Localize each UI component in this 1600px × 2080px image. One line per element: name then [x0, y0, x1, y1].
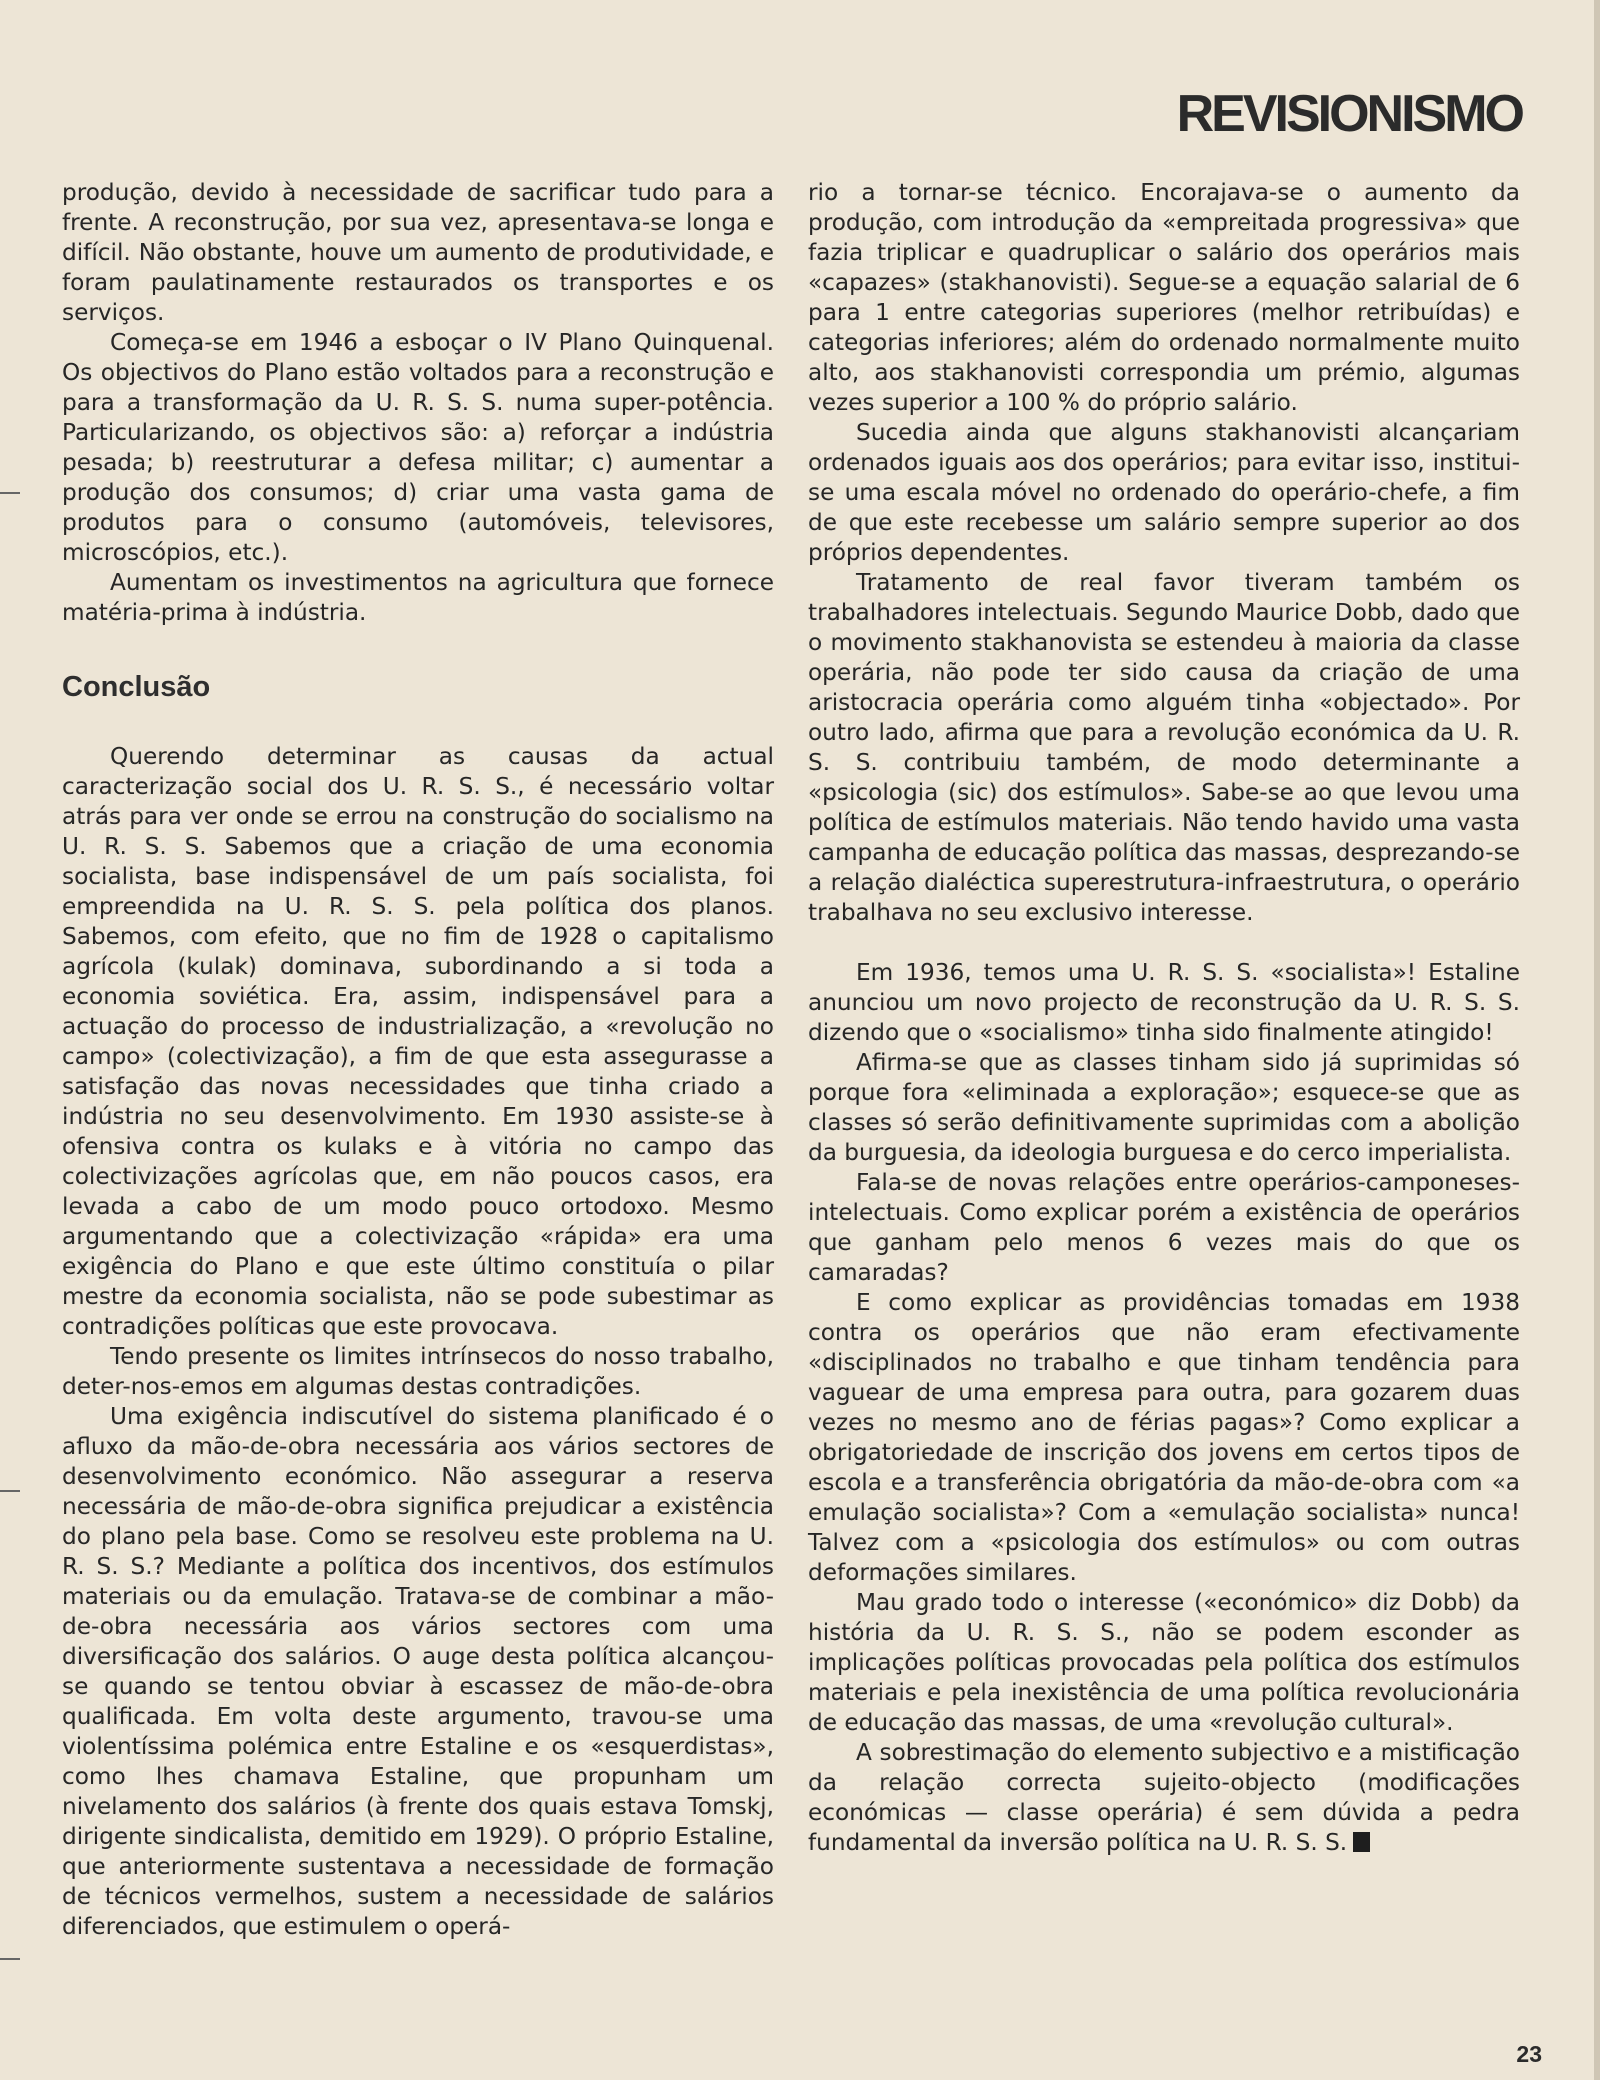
left-column [62, 178, 774, 1942]
page-edge [1594, 0, 1600, 2080]
paragraph: Mau grado todo o interesse («económico» diz Dobb) da história da U. R. S. S., não se podem esconder as implicações políticas provocadas pela política dos estímulos materiais e pela inexistência de uma política revolucionária de educação das massas, de uma «revolução cultural». [808, 1589, 1520, 1736]
paragraph: Querendo determinar as causas da actual caracterização social dos U. R. S. S., é necessário voltar atrás para ver onde se errou na construção do socialismo na U. R. S. S. Sabemos que a criação de uma economia socialista, base indispensável de um país socialista, foi empreendida na U. R. S. S. pela política dos planos. Sabemos, com efeito, que no fim de 1928 o capitalismo agrícola (kulak) dominava, subordinando a si toda a economia soviética. Era, assim, indispensável para a actuação do processo de industrialização, a «revolução no campo» (colectivização), a fim de que esta assegurasse a satisfação das novas necessidades que tinha criado a indústria no seu desenvolvimento. Em 1930 assiste-se à ofensiva contra os kulaks e à vitória no campo das colectivizações agrícolas que, em não poucos casos, era levada a cabo de um modo pouco ortodoxo. Mesmo argumentando que a colectivização «rápida» era uma exigência do Plano e que este último constituía o pilar mestre da economia socialista, não se pode subestimar as contradições políticas que este provocava. [62, 743, 774, 1340]
paragraph: E como explicar as providências tomadas em 1938 contra os operários que não eram efectivamente «disciplinados no trabalho e que tinham tendência para vaguear de uma empresa para outra, para gozarem duas vezes no mesmo ano de férias pagas»? Como explicar a obrigatoriedade de inscrição dos jovens em certos tipos de escola e a transferência obrigatória da mão-de-obra com «a emulação socialista»? Com a «emulação socialista» nunca! Talvez com a «psicologia dos estímulos» ou com outras deformações similares. [808, 1289, 1520, 1586]
paragraph: Em 1936, temos uma U. R. S. S. «socialista»! Estaline anunciou um novo projecto de reconstrução da U. R. S. S. dizendo que o «socialismo» tinha sido finalmente atingido! [808, 959, 1520, 1046]
section-header: REVISIONISMO [1176, 85, 1522, 143]
paragraph: rio a tornar-se técnico. Encorajava-se o aumento da produção, com introdução da «empreitada progressiva» que fazia triplicar e quadruplicar o salário dos operários mais «capazes» (stakhanovisti). Segue-se a equação salarial de 6 para 1 entre categorias superiores (melhor retribuídas) e categorias inferiores; além do ordenado normalmente muito alto, aos stakhanovisti correspondia um prémio, algumas vezes superior a 100 % do próprio salário. [808, 179, 1520, 416]
paragraph: Começa-se em 1946 a esboçar o IV Plano Quinquenal. Os objectivos do Plano estão voltados para a reconstrução e para a transformação da U. R. S. S. numa super-potência. Particularizando, os objectivos são: a) reforçar a indústria pesada; b) reestruturar a defesa militar; c) aumentar a produção dos consumos; d) criar uma vasta gama de produtos para o consumo (automóveis, televisores, microscópios, etc.). [62, 329, 774, 566]
end-of-article-mark [1353, 1832, 1370, 1852]
paragraph: Tendo presente os limites intrínsecos do nosso trabalho, deter-nos-emos em algumas destas contradições. [62, 1343, 774, 1400]
margin-mark [0, 492, 20, 494]
paragraph: Tratamento de real favor tiveram também os trabalhadores intelectuais. Segundo Maurice Dobb, dado que o movimento stakhanovista se estendeu à maioria da classe operária, não pode ter sido causa da criação de uma aristocracia operária como alguém tinha «objectado». Por outro lado, afirma que para a revolução económica da U. R. S. S. contribuiu também, de modo determinante a «psicologia (sic) dos estímulos». Sabe-se ao que levou uma política de estímulos materiais. Não tendo havido uma vasta campanha de educação política das massas, desprezando-se a relação dialéctica superestrutura-infraestrutura, o operário trabalhava no seu exclusivo interesse. [808, 569, 1520, 926]
paragraph: Aumentam os investimentos na agricultura que fornece matéria-prima à indústria. [62, 569, 774, 626]
margin-mark [0, 1958, 20, 1960]
right-column [808, 178, 1520, 1858]
paragraph-text: A sobrestimação do elemento subjectivo e a mistificação da relação correcta sujeito-objecto (modificações económicas — classe operária) é sem dúvida a pedra fundamental da inversão política na U. R. S. S. [808, 1739, 1520, 1856]
subsection-heading: Conclusão [62, 671, 211, 703]
paragraph-final [808, 1738, 1520, 1858]
margin-mark [0, 1490, 20, 1492]
paragraph: Sucedia ainda que alguns stakhanovisti alcançariam ordenados iguais aos dos operários; para evitar isso, institui-se uma escala móvel no ordenado do operário-chefe, a fim de que este recebesse um salário sempre superior ao dos próprios dependentes. [808, 419, 1520, 566]
page-number: 23 [1516, 2041, 1542, 2067]
paragraph: produção, devido à necessidade de sacrificar tudo para a frente. A reconstrução, por sua vez, apresentava-se longa e difícil. Não obstante, houve um aumento de produtividade, e foram paulatinamente restaurados os transportes e os serviços. [62, 179, 774, 326]
paragraph: Afirma-se que as classes tinham sido já suprimidas só porque fora «eliminada a exploração»; esquece-se que as classes só serão definitivamente suprimidas com a abolição da burguesia, da ideologia burguesa e do cerco imperialista. [808, 1049, 1520, 1166]
paragraph: Fala-se de novas relações entre operários-camponeses-intelectuais. Como explicar porém a existência de operários que ganham pelo menos 6 vezes mais do que os camaradas? [808, 1169, 1520, 1286]
paragraph: Uma exigência indiscutível do sistema planificado é o afluxo da mão-de-obra necessária aos vários sectores de desenvolvimento económico. Não assegurar a reserva necessária de mão-de-obra significa prejudicar a existência do plano pela base. Como se resolveu este problema na U. R. S. S.? Mediante a política dos incentivos, dos estímulos materiais ou da emulação. Tratava-se de combinar a mão-de-obra necessária aos vários sectores com uma diversificação dos salários. O auge desta política alcançou-se quando se tentou obviar à escassez de mão-de-obra qualificada. Em volta deste argumento, travou-se uma violentíssima polémica entre Estaline e os «esquerdistas», como lhes chamava Estaline, que propunham um nivelamento dos salários (à frente dos quais estava Tomskj, dirigente sindicalista, demitido em 1929). O próprio Estaline, que anteriormente sustentava a necessidade de formação de técnicos vermelhos, sustem a necessidade de salários diferenciados, que estimulem o operá- [62, 1403, 774, 1940]
